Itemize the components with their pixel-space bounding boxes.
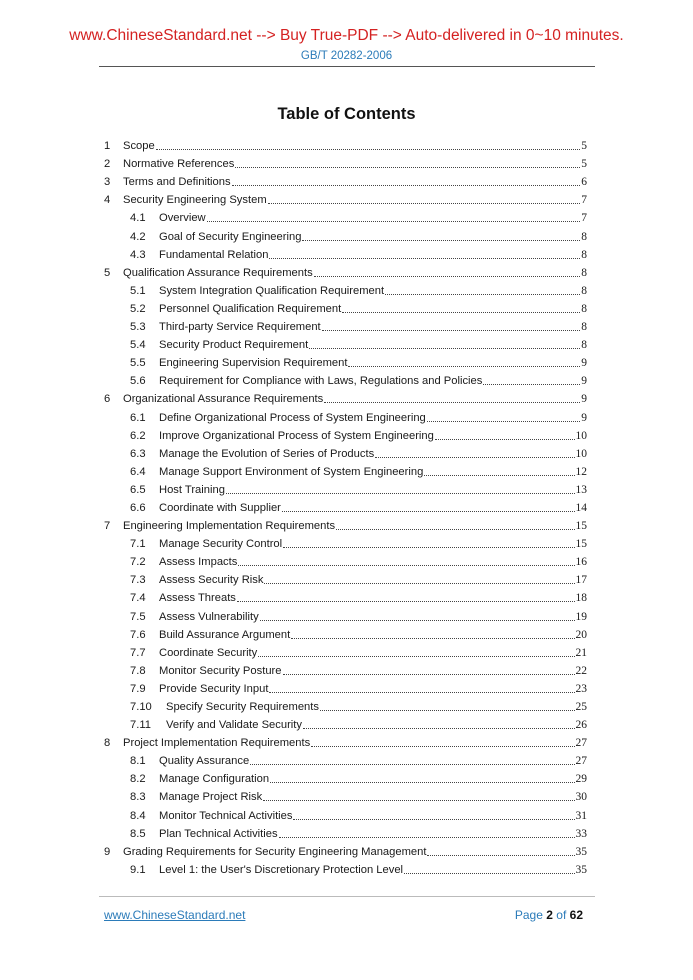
toc-leader-dots [483,384,580,385]
toc-entry-title: Manage the Evolution of Series of Products [159,447,375,460]
toc-entry-page: 17 [575,574,587,587]
toc-entry-page: 8 [581,248,587,261]
toc-entry-number: 7.3 [130,574,146,587]
toc-entry-number: 7.4 [130,592,146,605]
toc-entry-title: Plan Technical Activities [159,827,278,840]
toc-entry-chapter[interactable] [104,841,587,859]
toc-entry-number: 7.5 [130,610,146,623]
toc-entry-page: 31 [575,809,587,822]
toc-entry-title: Monitor Security Posture [159,664,282,677]
toc-entry-number: 5.1 [130,284,146,297]
toc-entry-page: 30 [575,791,587,804]
toc-leader-dots [435,439,575,440]
toc-entry-number: 7.9 [130,682,146,695]
toc-leader-dots [269,692,574,693]
toc-entry-page: 9 [581,375,587,388]
toc-entry-page: 5 [581,140,587,153]
toc-entry-page: 35 [575,863,587,876]
toc-leader-dots [235,167,580,168]
toc-entry-number: 6.6 [130,501,146,514]
toc-entry-title: Engineering Implementation Requirements [123,520,336,533]
toc-entry-title: Build Assurance Argument [159,628,291,641]
toc-entry-title: Requirement for Compliance with Laws, Regulations and Policies [159,375,483,388]
toc-entry-page: 9 [581,357,587,370]
toc-entry-title: Fundamental Relation [159,248,269,261]
toc-entry-number: 7 [104,520,111,533]
toc-entry-title: Quality Assurance [159,755,250,768]
toc-entry-page: 33 [575,827,587,840]
toc-entry-title: Normative References [123,158,235,171]
toc-entry-section[interactable] [104,298,587,316]
toc-entry-page: 35 [575,845,587,858]
toc-entry-section[interactable] [104,605,587,623]
toc-entry-section[interactable] [104,316,587,334]
toc-leader-dots [283,547,574,548]
toc-entry-title: Provide Security Input [159,682,269,695]
toc-leader-dots [303,728,575,729]
toc-entry-section[interactable] [104,642,587,660]
toc-entry-section[interactable] [104,533,587,551]
toc-entry-section[interactable] [104,280,587,298]
toc-entry-title: Assess Impacts [159,556,238,569]
toc-leader-dots [291,638,574,639]
toc-leader-dots [237,601,575,602]
toc-entry-section[interactable] [104,859,587,877]
table-of-contents [104,135,587,877]
toc-entry-title: Host Training [159,483,225,496]
toc-entry-section[interactable] [104,370,587,388]
toc-leader-dots [427,855,574,856]
toc-leader-dots [342,312,580,313]
toc-leader-dots [238,565,574,566]
toc-entry-chapter[interactable] [104,153,587,171]
toc-entry-title: Goal of Security Engineering [159,230,302,243]
toc-entry-page: 16 [575,556,587,569]
toc-leader-dots [375,457,574,458]
toc-entry-number: 6.3 [130,447,146,460]
toc-entry-section[interactable] [104,823,587,841]
toc-leader-dots [207,221,581,222]
toc-entry-section[interactable] [104,334,587,352]
toc-entry-title: System Integration Qualification Requirement [159,284,385,297]
toc-entry-section[interactable] [104,443,587,461]
toc-entry-page: 15 [575,538,587,551]
toc-entry-title: Define Organizational Process of System Engineering [159,411,426,424]
toc-entry-number: 6.4 [130,465,146,478]
toc-entry-page: 25 [575,701,587,713]
toc-entry-number: 4 [104,194,111,207]
toc-leader-dots [404,873,574,874]
toc-leader-dots [279,837,575,838]
toc-entry-title: Improve Organizational Process of System Engineering [159,429,434,442]
toc-entry-page: 12 [575,465,587,478]
toc-entry-section[interactable] [104,425,587,443]
toc-entry-number: 8.4 [130,809,146,822]
toc-entry-title: Personnel Qualification Requirement [159,302,342,315]
toc-entry-number: 5.5 [130,357,146,370]
toc-entry-chapter[interactable] [104,135,587,153]
toc-entry-page: 29 [575,773,587,786]
toc-entry-title: Grading Requirements for Security Engineering Management [123,845,427,858]
footer-site-link[interactable]: www.ChineseStandard.net [104,908,246,922]
toc-entry-title: Organizational Assurance Requirements [123,393,324,406]
header-divider [99,66,595,67]
toc-entry-title: Manage Security Control [159,538,283,551]
toc-leader-dots [156,149,581,150]
page-indicator [515,908,583,922]
toc-entry-section[interactable] [104,750,587,768]
toc-entry-page: 22 [575,664,587,677]
toc-entry-number: 7.6 [130,628,146,641]
toc-leader-dots [269,258,580,259]
toc-entry-section[interactable] [104,696,587,714]
toc-entry-title: Security Product Requirement [159,339,309,352]
toc-entry-section[interactable] [104,587,587,605]
toc-leader-dots [348,366,580,367]
toc-entry-page: 8 [581,230,587,243]
toc-leader-dots [264,583,574,584]
page-total: 62 [569,908,583,922]
toc-leader-dots [232,185,581,186]
toc-entry-chapter[interactable] [104,515,587,533]
toc-entry-page: 20 [575,628,587,641]
toc-entry-title: Specify Security Requirements [166,701,319,713]
toc-entry-page: 10 [575,447,587,460]
toc-entry-section[interactable] [104,569,587,587]
toc-entry-section[interactable] [104,768,587,786]
toc-title: Table of Contents [277,105,416,123]
toc-entry-section[interactable] [104,352,587,370]
top-banner-link[interactable]: www.ChineseStandard.net --> Buy True-PDF --> Auto-delivered in 0~10 minutes. [69,27,624,44]
toc-entry-number: 6.5 [130,483,146,496]
toc-entry-number: 6 [104,393,111,406]
toc-entry-section[interactable] [104,804,587,822]
toc-leader-dots [385,294,580,295]
toc-leader-dots [314,276,581,277]
page-of: of [556,908,567,922]
toc-leader-dots [270,782,574,783]
toc-entry-page: 13 [575,483,587,496]
toc-entry-chapter[interactable] [104,388,587,406]
toc-leader-dots [427,421,580,422]
page-label: Page [514,908,543,922]
toc-entry-chapter[interactable] [104,171,587,189]
toc-leader-dots [320,710,575,711]
toc-entry-section[interactable] [104,624,587,642]
toc-entry-page: 5 [581,158,587,171]
toc-entry-page: 8 [581,302,587,315]
toc-entry-number: 4.1 [130,212,146,225]
toc-entry-section[interactable] [104,660,587,678]
toc-entry-chapter[interactable] [104,189,587,207]
toc-entry-number: 8.5 [130,827,146,840]
toc-entry-number: 9.1 [130,863,146,876]
toc-entry-title: Security Engineering System [123,194,267,207]
toc-entry-number: 1 [104,140,111,153]
toc-entry-number: 7.8 [130,664,146,677]
toc-entry-title: Manage Project Risk [159,791,263,804]
toc-entry-title: Overview [159,212,206,225]
toc-entry-page: 7 [581,194,587,207]
toc-entry-number: 8.3 [130,791,146,804]
toc-entry-number: 7.10 [130,701,152,713]
toc-entry-section[interactable] [104,551,587,569]
toc-entry-title: Manage Support Environment of System Engineering [159,465,424,478]
toc-entry-number: 8.2 [130,773,146,786]
toc-entry-page: 7 [581,212,587,225]
toc-entry-number: 5.3 [130,321,146,334]
toc-entry-page: 27 [575,755,587,768]
toc-entry-page: 8 [581,266,587,279]
toc-entry-section[interactable] [104,461,587,479]
toc-leader-dots [336,529,574,530]
toc-entry-title: Coordinate with Supplier [159,501,281,514]
toc-entry-number: 5.6 [130,375,146,388]
toc-entry-number: 8 [104,737,111,750]
toc-leader-dots [424,475,574,476]
standard-number: GB/T 20282-2006 [300,50,393,62]
toc-entry-title: Third-party Service Requirement [159,321,321,334]
toc-entry-page: 6 [581,176,587,189]
toc-entry-section[interactable] [104,497,587,515]
toc-entry-number: 5.4 [130,339,146,352]
toc-entry-page: 8 [581,284,587,297]
toc-entry-number: 2 [104,158,111,171]
toc-leader-dots [324,402,580,403]
toc-entry-title: Level 1: the User's Discretionary Protection Level [159,863,404,876]
toc-entry-number: 9 [104,845,111,858]
toc-entry-number: 8.1 [130,755,146,768]
toc-entry-number: 3 [104,176,111,189]
toc-entry-number: 7.1 [130,538,146,551]
toc-entry-number: 7.7 [130,646,146,659]
footer-divider [99,896,595,897]
toc-entry-section[interactable] [104,406,587,424]
toc-leader-dots [260,620,575,621]
toc-entry-title: Project Implementation Requirements [123,737,311,750]
toc-entry-number: 4.2 [130,230,146,243]
toc-entry-section[interactable] [104,225,587,243]
toc-leader-dots [302,240,580,241]
toc-entry-number: 5.2 [130,302,146,315]
toc-entry-section[interactable] [104,244,587,262]
toc-entry-chapter[interactable] [104,262,587,280]
toc-entry-title: Monitor Technical Activities [159,809,293,822]
toc-entry-page: 14 [575,501,587,514]
toc-entry-number: 6.1 [130,411,146,424]
toc-entry-title: Engineering Supervision Requirement [159,357,348,370]
toc-entry-page: 8 [581,339,587,352]
toc-entry-number: 7.2 [130,556,146,569]
toc-leader-dots [226,493,575,494]
toc-entry-page: 23 [575,682,587,695]
toc-entry-title: Scope [123,140,155,153]
toc-entry-page: 18 [575,592,587,605]
toc-leader-dots [282,511,575,512]
toc-entry-section[interactable] [104,479,587,497]
toc-leader-dots [311,746,574,747]
toc-entry-number: 7.11 [130,719,151,732]
toc-entry-title: Manage Configuration [159,773,270,786]
toc-entry-number: 6.2 [130,429,146,442]
toc-entry-page: 19 [575,610,587,623]
toc-entry-section[interactable] [104,678,587,696]
toc-entry-page: 26 [575,719,587,732]
toc-leader-dots [250,764,574,765]
toc-entry-number: 4.3 [130,248,146,261]
toc-entry-page: 9 [581,411,587,424]
toc-entry-section[interactable] [104,207,587,225]
page-current: 2 [546,908,553,922]
toc-entry-page: 8 [581,321,587,334]
toc-entry-chapter[interactable] [104,732,587,750]
toc-entry-number: 5 [104,266,111,279]
toc-entry-title: Qualification Assurance Requirements [123,266,313,279]
toc-leader-dots [322,330,581,331]
toc-entry-page: 9 [581,393,587,406]
toc-entry-title: Assess Security Risk [159,574,264,587]
toc-leader-dots [263,800,574,801]
toc-entry-section[interactable] [104,786,587,804]
toc-entry-page: 10 [575,429,587,442]
toc-entry-page: 15 [575,520,587,533]
toc-leader-dots [268,203,581,204]
toc-entry-title: Assess Threats [159,592,236,605]
toc-leader-dots [309,348,580,349]
toc-entry-title: Coordinate Security [159,646,258,659]
toc-leader-dots [293,819,574,820]
toc-entry-title: Terms and Definitions [123,176,231,189]
toc-entry-page: 21 [575,646,587,659]
toc-entry-title: Assess Vulnerability [159,610,259,623]
toc-entry-section[interactable] [104,714,587,732]
toc-entry-page: 27 [575,737,587,750]
toc-leader-dots [258,656,574,657]
toc-entry-title: Verify and Validate Security [166,719,302,732]
toc-leader-dots [283,674,575,675]
